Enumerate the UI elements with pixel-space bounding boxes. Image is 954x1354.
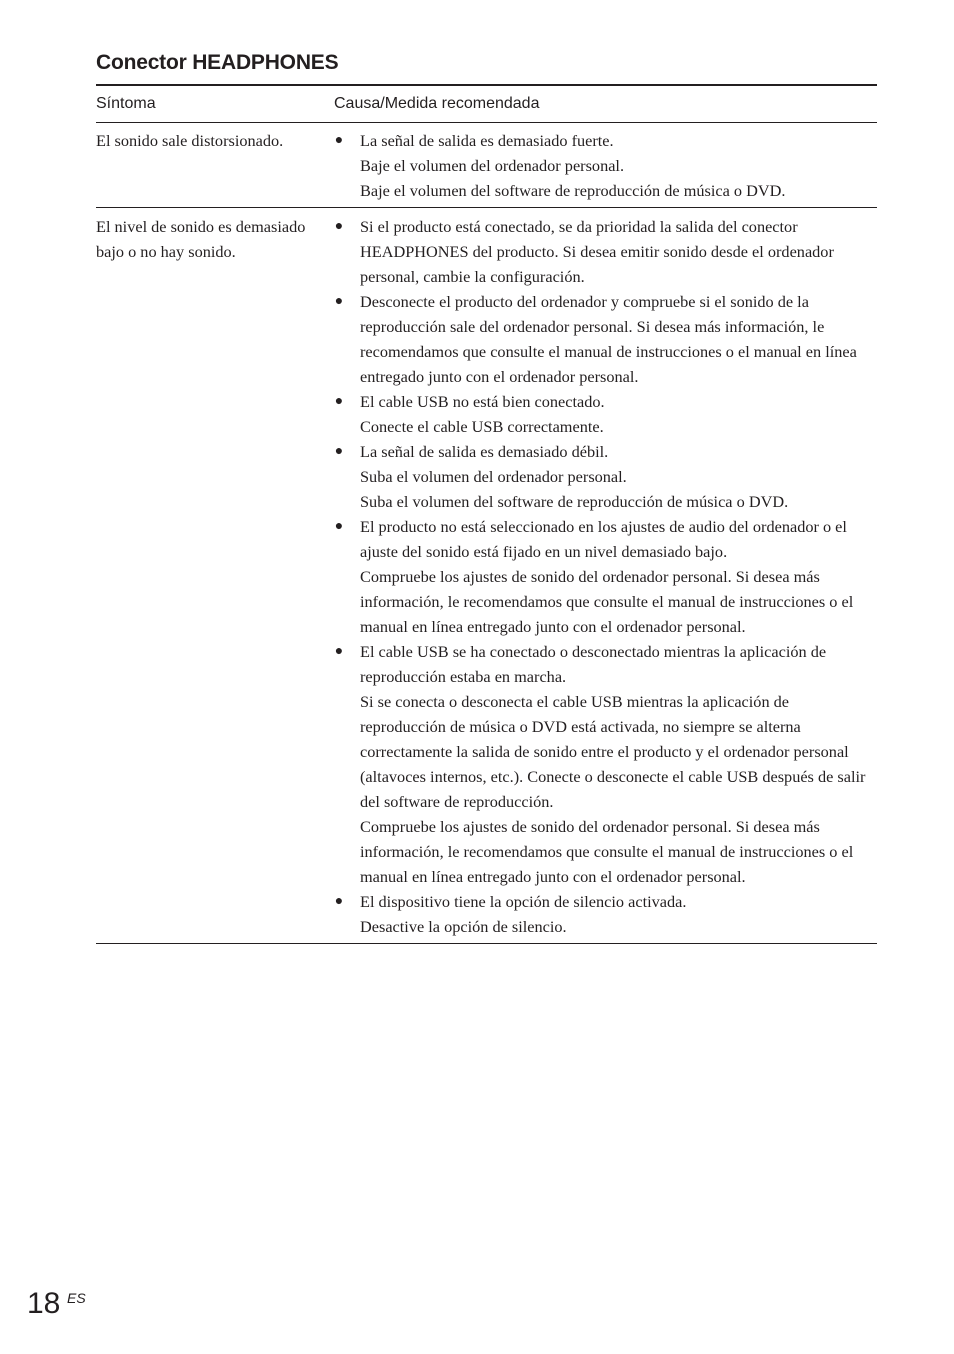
bullet-icon: ● (334, 294, 344, 309)
table-row (96, 207, 877, 943)
header-cause: Causa/Medida recomendada (334, 95, 540, 112)
page-number: 18 (27, 1287, 61, 1320)
cause-line: El cable USB no está bien conectado. (360, 392, 605, 411)
cause-item (334, 439, 877, 514)
troubleshooting-table (96, 84, 877, 944)
cause-item (334, 639, 877, 889)
cause-line: El producto no está seleccionado en los ajustes de audio del ordenador o el ajuste del sonido está fijado en un nivel demasiado bajo. (360, 517, 847, 561)
cause-line: Baje el volumen del software de reproducción de música o DVD. (360, 181, 786, 200)
cause-item (334, 128, 877, 203)
bullet-icon: ● (334, 444, 344, 459)
cause-line: La señal de salida es demasiado fuerte. (360, 131, 614, 150)
symptom-text: El sonido sale distorsionado. (96, 131, 284, 150)
cause-item (334, 289, 877, 389)
cause-line: Si se conecta o desconecta el cable USB mientras la aplicación de reproducción de música o DVD está activada, no siempre se alterna correctamente la salida de sonido entre el producto y el ordenador personal (altavoces internos, etc.). Conecte o desconecte el cable USB después de salir del software de reproducción. (360, 692, 866, 811)
cause-line: El dispositivo tiene la opción de silencio activada. (360, 892, 687, 911)
cause-item (334, 514, 877, 639)
table-header (96, 86, 877, 123)
cause-list (334, 214, 877, 939)
cause-line: La señal de salida es demasiado débil. (360, 442, 609, 461)
cause-line: El cable USB se ha conectado o desconectado mientras la aplicación de reproducción estaba en marcha. (360, 642, 827, 686)
bullet-icon: ● (334, 644, 344, 659)
symptom-text: El nivel de sonido es demasiado bajo o no hay sonido. (96, 217, 306, 261)
section-title: Conector HEADPHONES (96, 51, 339, 74)
cause-item (334, 389, 877, 439)
header-symptom: Síntoma (96, 95, 156, 112)
cause-line: Compruebe los ajustes de sonido del ordenador personal. Si desea más información, le recomendamos que consulte el manual de instrucciones o el manual en línea entregado junto con el ordenador personal. (360, 817, 854, 886)
cause-line: Suba el volumen del ordenador personal. (360, 467, 627, 486)
cause-item (334, 214, 877, 289)
bullet-icon: ● (334, 133, 344, 148)
cause-line: Conecte el cable USB correctamente. (360, 417, 604, 436)
cause-line: Compruebe los ajustes de sonido del ordenador personal. Si desea más información, le recomendamos que consulte el manual de instrucciones o el manual en línea entregado junto con el ordenador personal. (360, 567, 854, 636)
bullet-icon: ● (334, 519, 344, 534)
cause-line: Suba el volumen del software de reproducción de música o DVD. (360, 492, 789, 511)
bullet-icon: ● (334, 394, 344, 409)
bullet-icon: ● (334, 894, 344, 909)
cause-line: Baje el volumen del ordenador personal. (360, 156, 625, 175)
cause-list (334, 128, 877, 203)
cause-line: Si el producto está conectado, se da prioridad la salida del conector HEADPHONES del producto. Si desea emitir sonido desde el ordenador personal, cambie la configuración. (360, 217, 834, 286)
cause-line: Desactive la opción de silencio. (360, 917, 567, 936)
table-row (96, 123, 877, 207)
cause-line: Desconecte el producto del ordenador y compruebe si el sonido de la reproducción sale del ordenador personal. Si desea más información, le recomendamos que consulte el manual de instrucciones o el manual en línea entregado junto con el ordenador personal. (360, 292, 857, 386)
cause-item (334, 889, 877, 939)
bullet-icon: ● (334, 219, 344, 234)
page-language: ES (67, 1290, 86, 1306)
